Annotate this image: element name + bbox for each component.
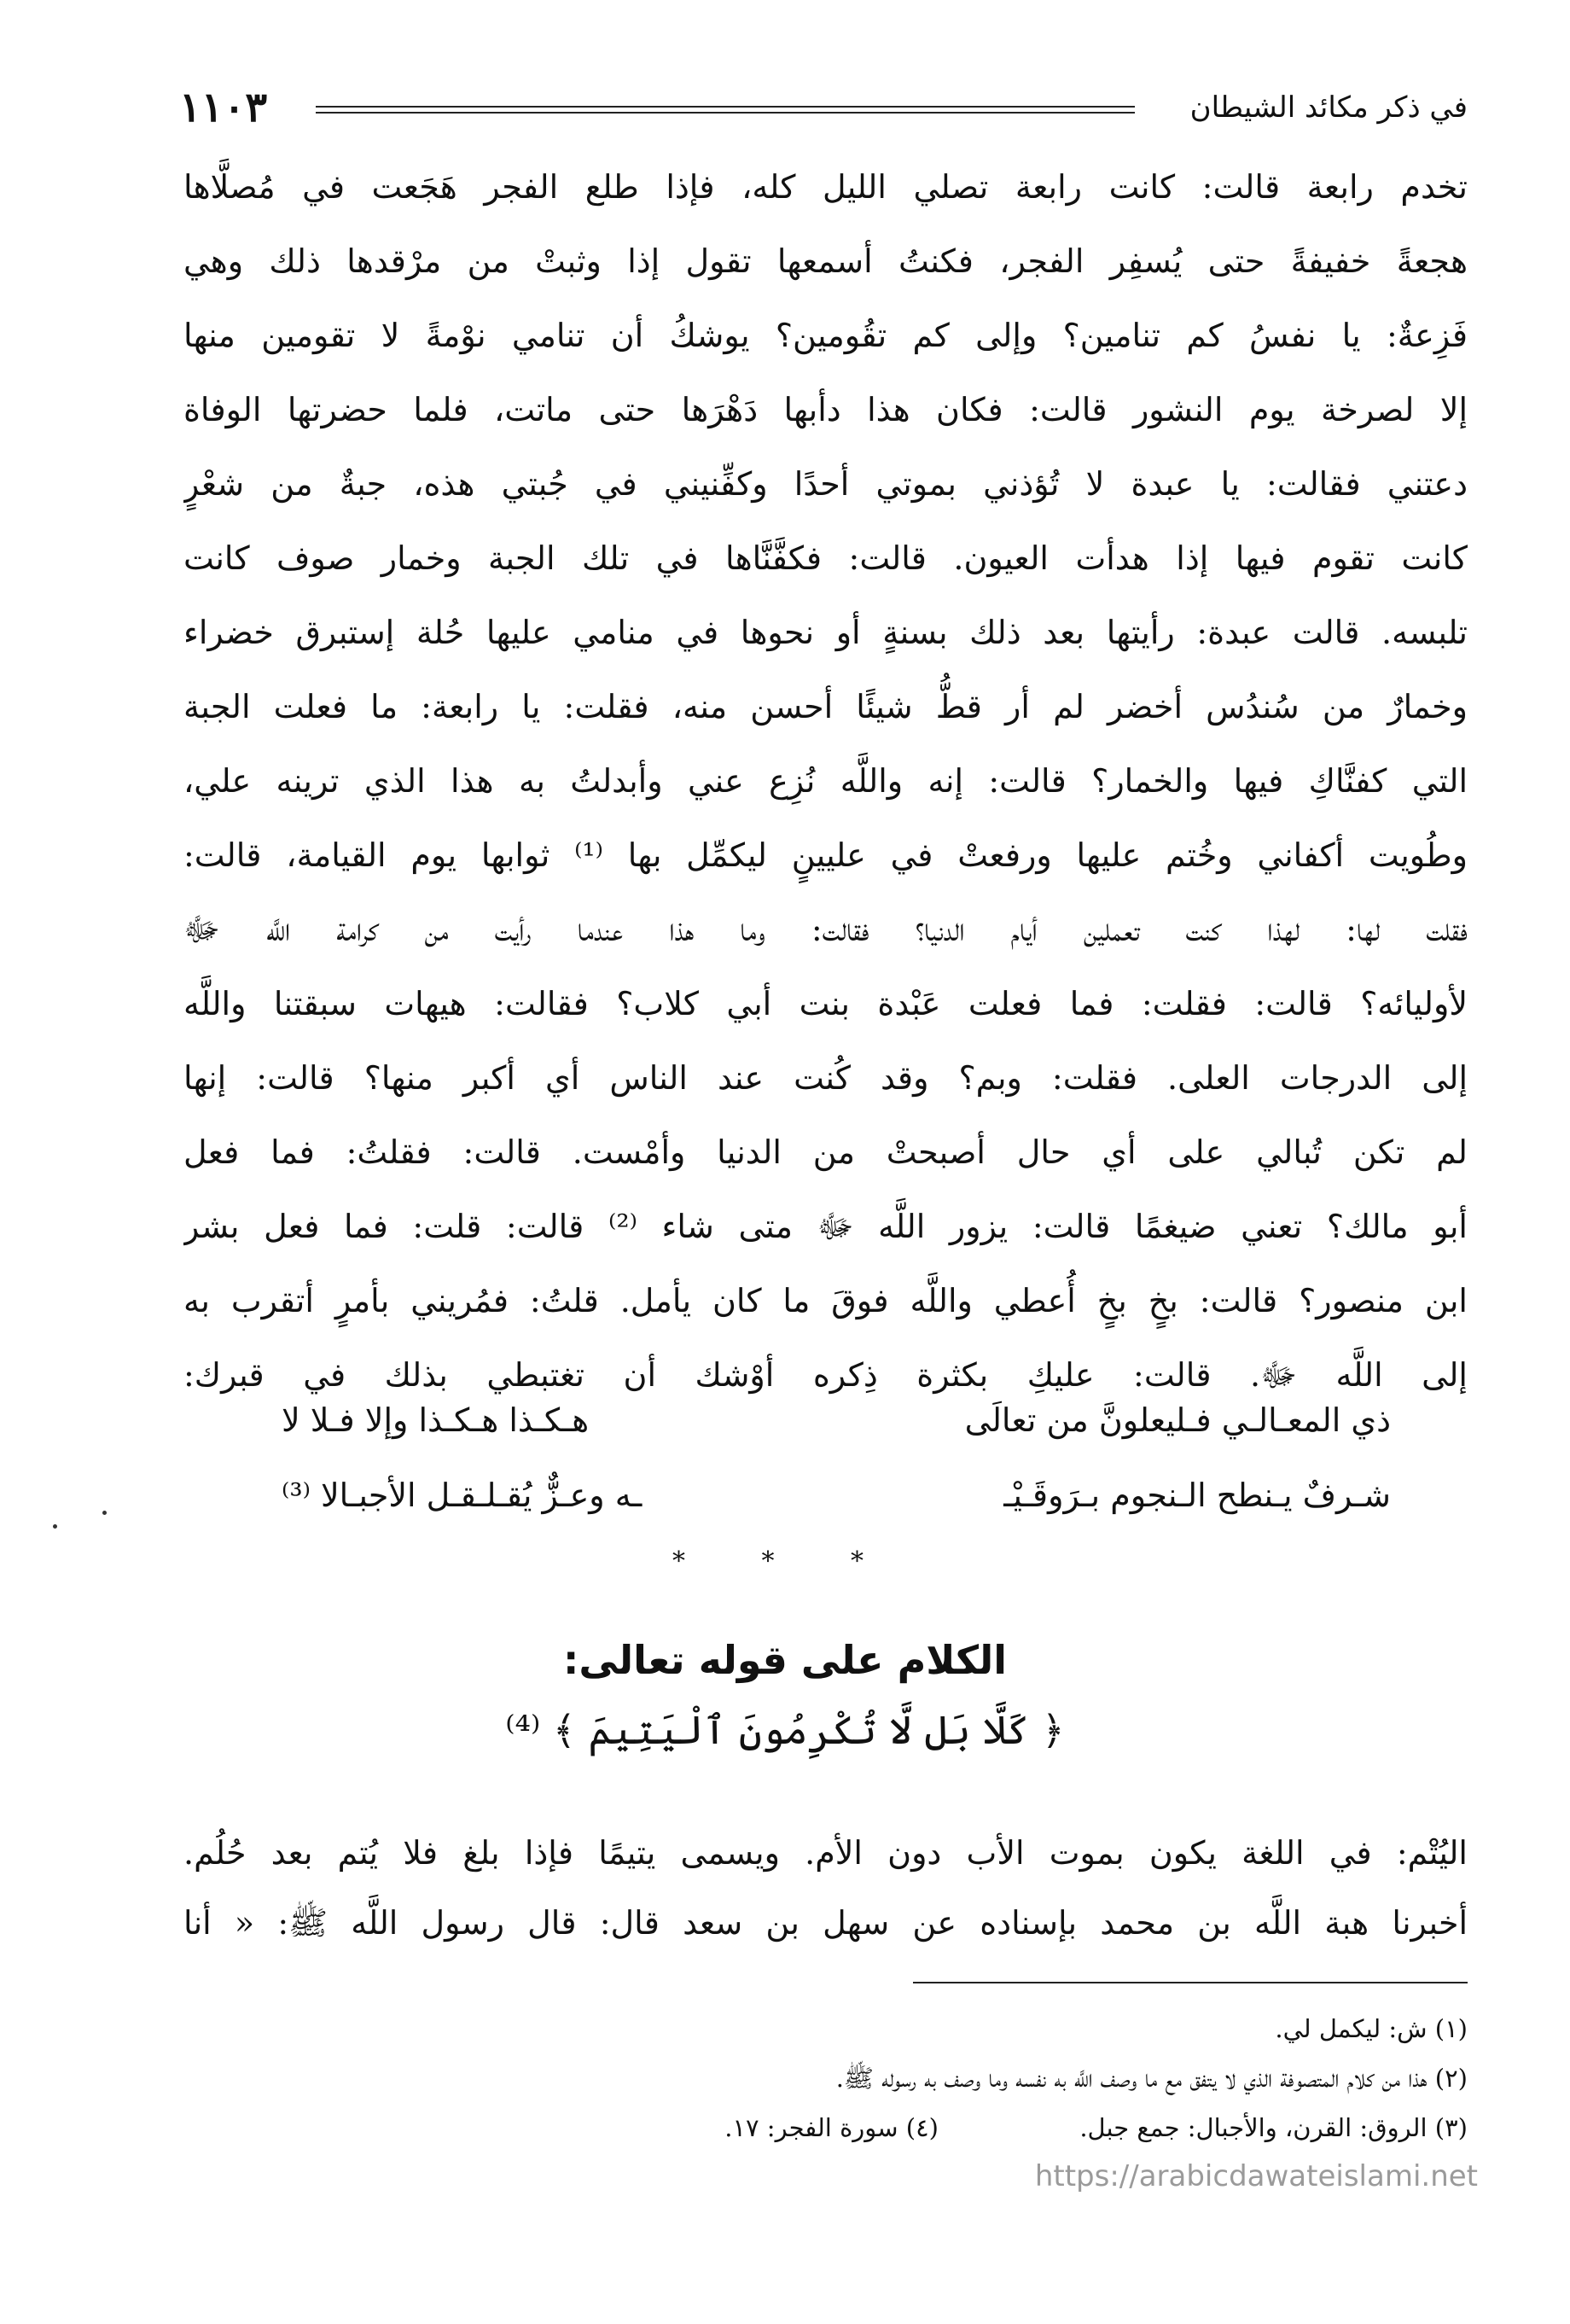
- header-rule: [316, 106, 1135, 108]
- text-line: إلا لصرخة يوم النشور قالت: فكان هذا دأبها دَهْرَها حتى ماتت، فلما حضرتها الوفاة: [183, 391, 1468, 428]
- chapter-title: في ذكر مكائد الشيطان: [1189, 90, 1468, 125]
- footnote: (١) ش: ليكمل لي.: [1275, 2014, 1468, 2043]
- header-rule: [316, 112, 1135, 114]
- text-line: تلبسه. قالت عبدة: رأيتها بعد ذلك بسنةٍ أو نحوها في منامي عليها حُلة إستبرق خضراء: [183, 614, 1468, 651]
- poem-hemistich: ذي المعـالـي فـليعلونَّ من تعالَى: [964, 1401, 1391, 1439]
- text-line: اليُتْم: في اللغة يكون بموت الأب دون الأم. ويسمى يتيمًا فإذا بلغ فلا يُتم بعد حُلُم.: [183, 1834, 1468, 1872]
- poem-hemistich: ـه وعـزٌّ يُقـلـقـل الأجبـالا ⁽³⁾: [282, 1477, 643, 1514]
- text-line: وطُويت أكفاني وخُتم عليها ورفعتْ في عليينٍ ليكمِّل بها ⁽¹⁾ ثوابها يوم القيامة، قالت:: [183, 836, 1468, 874]
- poem-hemistich: هـكـذا هـكـذا وإلا فـلا لا: [282, 1401, 590, 1439]
- footnote-rule: [913, 1982, 1468, 1983]
- text-line: أخبرنا هبة اللَّه بن محمد بإسناده عن سهل بن سعد قال: قال رسول اللَّه ﷺ: « أنا: [183, 1904, 1468, 1942]
- running-header: [179, 85, 1468, 137]
- quran-verse: ﴿ كَلَّا بَل لَّا تُكْرِمُونَ ٱلْيَتِيمَ ﴾ ⁽⁴⁾: [505, 1707, 1065, 1753]
- text-line: فقلت لها: لهذا كنت تعملين أيام الدنيا؟ فقالت: وما هذا عندما رأيت من كرامة اللَّه ﷻ: [183, 911, 1468, 948]
- text-line: وخمارٌ من سُندُس أخضر لم أر قطُّ شيئًا أحسن منه، فقلت: يا رابعة: ما فعلت الجبة: [183, 688, 1468, 725]
- text-line: لم تكن تُبالي على أي حال أصبحتْ من الدنيا وأمْست. قالت: فقلتُ: فما فعل: [183, 1133, 1468, 1171]
- text-line: فَزِعةٌ: يا نفسُ كم تنامين؟ وإلى كم تقُومين؟ يوشكُ أن تنامي نوْمةً لا تقومين منها: [183, 317, 1468, 354]
- scan-speck: [102, 1511, 107, 1515]
- footnote: (٤) سورة الفجر: ١٧.: [724, 2113, 939, 2142]
- footnotes: [183, 2004, 1468, 2152]
- main-text: [183, 150, 1468, 1412]
- text-line: تخدم رابعة قالت: كانت رابعة تصلي الليل كله، فإذا طلع الفجر هَجَعت في مُصلَّاها: [183, 168, 1468, 206]
- text-line: أبو مالك؟ تعني ضيغمًا قالت: يزور اللَّه ﷻ متى شاء ⁽²⁾ قالت: قلت: فما فعل بشر: [183, 1208, 1468, 1245]
- section-text: [183, 1818, 1468, 1958]
- section-heading: الكلام على قوله تعالى:: [562, 1637, 1008, 1683]
- text-line: لأوليائه؟ قالت: فقلت: فما فعلت عَبْدة بنت أبي كلاب؟ فقالت: هيهات سبقتنا واللَّه: [183, 985, 1468, 1022]
- poem-hemistich: شـرفٌ يـنطح الـنجوم بـرَوقَـيْـ: [1003, 1477, 1391, 1514]
- text-line: إلى اللَّه ﷻ. قالت: عليكِ بكثرة ذِكره أوْشك أن تغتبطي بذلك في قبرك:: [183, 1356, 1468, 1394]
- scan-speck: [53, 1524, 57, 1529]
- page-number: ١١٠٣: [179, 84, 268, 131]
- text-line: دعتني فقالت: يا عبدة لا تُؤذني بموتي أحدًا وكفِّنيني في جُبتي هذه، جبةٌ من شعْرٍ: [183, 465, 1468, 503]
- poem-verse: [282, 1383, 1391, 1458]
- poem-verse: [282, 1458, 1391, 1533]
- section-separator: * * *: [672, 1546, 898, 1576]
- text-line: التي كفنَّاكِ فيها والخمار؟ قالت: إنه واللَّه نُزِع عني وأبدلتُ به هذا الذي ترينه علي،: [183, 762, 1468, 800]
- footnote: (٣) الروق: القرن، والأجبال: جمع جبل.: [1079, 2113, 1468, 2142]
- text-line: هجعةً خفيفةً حتى يُسفِر الفجر، فكنتُ أسمعها تقول إذا وثبتْ من مرْقدها ذلك وهي: [183, 242, 1468, 280]
- text-line: كانت تقوم فيها إذا هدأت العيون. قالت: فكفَّنَّاها في تلك الجبة وخمار صوف كانت: [183, 539, 1468, 577]
- text-line: ابن منصور؟ قالت: بخٍ بخٍ أُعطي واللَّه فوقَ ما كان يأمل. قلتُ: فمُريني بأمرٍ أتقرب به: [183, 1282, 1468, 1319]
- watermark-url: https://arabicdawateislami.net: [1034, 2159, 1478, 2193]
- footnote-row: [183, 2103, 1468, 2152]
- footnote: (٢) هذا من كلام المتصوفة الذي لا يتفق مع ما وصف اللَّه به نفسه وما وصف به رسوله ﷺ.: [835, 2064, 1468, 2093]
- text-line: إلى الدرجات العلى. فقلت: وبم؟ وقد كُنت عند الناس أي أكبر منها؟ قالت: إنها: [183, 1059, 1468, 1097]
- poem: [282, 1383, 1391, 1533]
